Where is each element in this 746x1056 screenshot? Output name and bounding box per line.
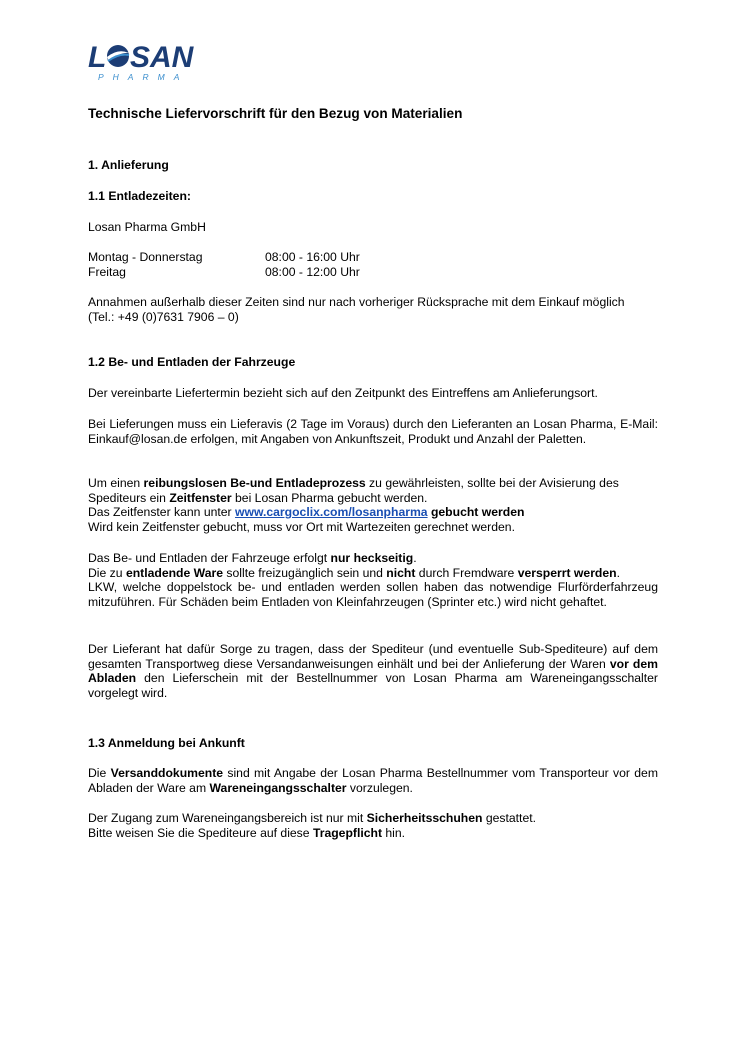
- text: bei Losan Pharma gebucht werden.: [231, 490, 428, 505]
- text: durch Fremdware: [415, 565, 518, 580]
- hours-time: 08:00 - 12:00 Uhr: [265, 264, 360, 279]
- text: Die: [88, 766, 111, 780]
- section-1-1-heading: 1.1 Entladezeiten:: [88, 189, 191, 203]
- paragraph-line: [88, 811, 658, 826]
- text: hin.: [382, 825, 406, 840]
- paragraph-line: LKW, welche doppelstock be- und entladen werden sollen haben das notwendige Flurförderfahrzeug mitzuführen. Für Schäden beim Entladen von Kleinfahrzeugen (Sprinter etc.) wird nicht gehaftet.: [88, 580, 658, 609]
- losan-pharma-logo: [88, 40, 200, 86]
- logo-subtitle: PHARMA: [98, 72, 189, 82]
- paragraph: Der vereinbarte Liefertermin bezieht sich auf den Zeitpunkt des Eintreffens am Anlieferungsort.: [88, 386, 598, 400]
- delivery-hours: [88, 250, 658, 279]
- hours-row: [88, 265, 658, 280]
- text: Wird kein Zeitfenster gebucht, muss vor Ort mit Wartezeiten gerechnet werden.: [88, 519, 515, 534]
- paragraph: [88, 551, 658, 609]
- paragraph: [88, 642, 658, 700]
- text: Um einen: [88, 476, 144, 490]
- emphasis: Sicherheitsschuhen: [366, 811, 483, 825]
- text: Das Zeitfenster kann unter: [88, 505, 235, 519]
- emphasis: nicht: [386, 565, 416, 580]
- paragraph-line: [88, 826, 658, 841]
- text: sollte freizugänglich sein und: [223, 565, 387, 580]
- hours-note-line: Annahmen außerhalb dieser Zeiten sind nur nach vorheriger Rücksprache mit dem Einkauf möglich: [88, 295, 625, 309]
- emphasis: entladende Ware: [125, 565, 224, 580]
- paragraph: [88, 811, 658, 840]
- paragraph: Bei Lieferungen muss ein Lieferavis (2 Tage im Voraus) durch den Lieferanten an Losan Pharma, E-Mail: Einkauf@losan.de erfolgen, mit Angaben von Ankunftszeit, Produkt und Anzahl der Paletten.: [88, 417, 658, 446]
- hours-days: Freitag: [88, 264, 126, 279]
- text: Das Be- und Entladen der Fahrzeuge erfolgt: [88, 551, 331, 565]
- emphasis: reibungslosen Be-und Entladeprozess: [143, 476, 366, 490]
- hours-note: [88, 295, 658, 324]
- hours-row: [88, 250, 658, 265]
- text: vorzulegen.: [346, 780, 413, 795]
- text: gestattet.: [482, 811, 536, 825]
- text: Der Lieferant hat dafür Sorge zu tragen, dass der Spediteur (und eventuelle Sub-Spediteure) auf dem gesamten Transportweg diese Versandanweisungen einhält und bei der Anlieferung der Waren: [88, 642, 658, 671]
- cargoclix-link[interactable]: www.cargoclix.com/losanpharma: [235, 505, 428, 519]
- section-1-heading: 1. Anlieferung: [88, 158, 169, 172]
- section-1-3-heading: 1.3 Anmeldung bei Ankunft: [88, 736, 245, 750]
- emphasis: Tragepflicht: [312, 825, 383, 840]
- emphasis: Versanddokumente: [110, 766, 224, 780]
- hours-time: 08:00 - 16:00 Uhr: [265, 250, 360, 264]
- emphasis: gebucht werden: [427, 505, 525, 519]
- document-title: Technische Liefervorschrift für den Bezug von Materialien: [88, 106, 463, 121]
- section-1-2-heading: 1.2 Be- und Entladen der Fahrzeuge: [88, 355, 296, 369]
- text: Die zu: [88, 565, 126, 580]
- text: .: [616, 565, 620, 580]
- text: Der Zugang zum Wareneingangsbereich ist nur mit: [88, 811, 367, 825]
- paragraph: [88, 476, 658, 534]
- logo-globe-icon: [107, 45, 129, 67]
- paragraph: [88, 766, 658, 795]
- company-name: Losan Pharma GmbH: [88, 220, 206, 234]
- hours-days: Montag - Donnerstag: [88, 250, 203, 264]
- emphasis: vor dem Abladen: [88, 656, 658, 685]
- text: Bitte weisen Sie die Spediteure auf diese: [88, 825, 313, 840]
- svg-text:SAN: SAN: [130, 41, 194, 74]
- text: .: [413, 551, 417, 565]
- contact-phone: (Tel.: +49 (0)7631 7906 – 0): [88, 309, 239, 324]
- booking-line: [88, 505, 658, 520]
- emphasis: nur heckseitig: [330, 551, 414, 565]
- paragraph-line: [88, 566, 658, 581]
- emphasis: Zeitfenster: [169, 490, 232, 505]
- svg-text:L: L: [88, 41, 107, 74]
- text: zu gewährleisten, sollte bei der Avisierung des Spediteurs ein: [88, 476, 619, 505]
- emphasis: Wareneingangsschalter: [209, 780, 347, 795]
- text: den Lieferschein mit der Bestellnummer von Losan Pharma am Wareneingangsschalter vorgelegt wird.: [88, 671, 658, 700]
- emphasis: versperrt werden: [517, 565, 617, 580]
- text: sind mit Angabe der Losan Pharma Bestellnummer vom Transporteur vor dem Abladen der Ware am: [88, 766, 658, 795]
- paragraph-line: [88, 551, 658, 566]
